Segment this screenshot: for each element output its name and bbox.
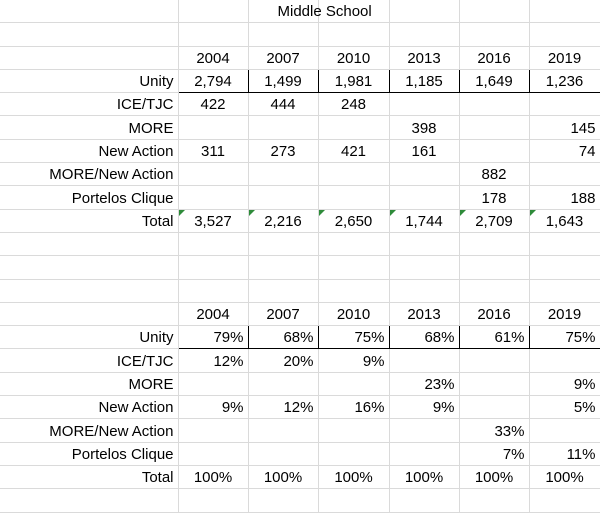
value-cell[interactable]: 178 xyxy=(459,186,529,209)
value-cell[interactable]: 3,527 xyxy=(178,209,248,232)
value-cell[interactable]: 12% xyxy=(248,396,318,419)
value-cell[interactable] xyxy=(529,349,600,372)
sheet-row xyxy=(0,419,600,442)
sheet-cell[interactable] xyxy=(178,0,248,23)
year-header[interactable]: 2010 xyxy=(318,46,389,69)
value-cell[interactable]: 421 xyxy=(318,139,389,162)
value-cell[interactable]: 100% xyxy=(459,465,529,488)
value-cell[interactable] xyxy=(248,442,318,465)
value-cell[interactable]: 23% xyxy=(389,372,459,395)
value-cell[interactable] xyxy=(459,139,529,162)
sheet-cell[interactable] xyxy=(389,279,459,302)
sheet-row xyxy=(0,465,600,488)
sheet-row xyxy=(0,349,600,372)
sheet-cell[interactable] xyxy=(0,23,178,46)
value-cell[interactable] xyxy=(389,186,459,209)
row-label[interactable]: Portelos Clique xyxy=(0,186,178,209)
value-cell[interactable]: 1,499 xyxy=(248,69,318,92)
value-cell[interactable] xyxy=(459,396,529,419)
value-cell[interactable]: 882 xyxy=(459,163,529,186)
sheet-cell[interactable] xyxy=(0,256,178,279)
value-cell[interactable] xyxy=(248,372,318,395)
value-cell[interactable]: 68% xyxy=(248,326,318,349)
sheet-row xyxy=(0,396,600,419)
sheet-cell[interactable] xyxy=(318,23,389,46)
value-cell[interactable] xyxy=(318,186,389,209)
sheet-row xyxy=(0,232,600,255)
year-header[interactable]: 2007 xyxy=(248,46,318,69)
sheet-cell[interactable] xyxy=(178,256,248,279)
value-cell[interactable]: 100% xyxy=(318,465,389,488)
sheet-cell[interactable] xyxy=(248,489,318,512)
value-cell[interactable] xyxy=(389,93,459,116)
value-cell[interactable]: 7% xyxy=(459,442,529,465)
sheet-row xyxy=(0,489,600,512)
sheet-cell[interactable] xyxy=(0,46,178,69)
value-cell[interactable] xyxy=(459,372,529,395)
value-cell[interactable] xyxy=(178,442,248,465)
sheet-cell[interactable] xyxy=(459,232,529,255)
value-cell[interactable]: 311 xyxy=(178,139,248,162)
value-cell[interactable] xyxy=(459,349,529,372)
sheet-cell[interactable] xyxy=(389,0,459,23)
value-cell[interactable] xyxy=(178,163,248,186)
row-label[interactable]: ICE/TJC xyxy=(0,349,178,372)
value-cell[interactable]: 100% xyxy=(389,465,459,488)
value-cell[interactable] xyxy=(529,93,600,116)
year-header[interactable]: 2007 xyxy=(248,302,318,325)
value-cell[interactable]: 1,236 xyxy=(529,69,600,92)
value-cell[interactable]: 5% xyxy=(529,396,600,419)
sheet-cell[interactable] xyxy=(459,279,529,302)
sheet-row xyxy=(0,256,600,279)
value-cell[interactable]: 398 xyxy=(389,116,459,139)
sheet-cell[interactable] xyxy=(248,23,318,46)
value-cell[interactable]: 16% xyxy=(318,396,389,419)
sheet-cell[interactable] xyxy=(529,232,600,255)
value-cell[interactable]: 20% xyxy=(248,349,318,372)
year-header[interactable]: 2019 xyxy=(529,46,600,69)
value-cell[interactable] xyxy=(318,419,389,442)
value-cell[interactable]: 1,643 xyxy=(529,209,600,232)
value-cell[interactable] xyxy=(248,419,318,442)
value-cell[interactable]: 100% xyxy=(529,465,600,488)
value-cell[interactable] xyxy=(318,442,389,465)
value-cell[interactable]: 2,216 xyxy=(248,209,318,232)
value-cell[interactable]: 248 xyxy=(318,93,389,116)
value-cell[interactable]: 75% xyxy=(529,326,600,349)
value-cell[interactable]: 9% xyxy=(178,396,248,419)
value-cell[interactable]: 2,794 xyxy=(178,69,248,92)
sheet-cell[interactable] xyxy=(0,279,178,302)
sheet-row xyxy=(0,46,600,69)
sheet-cell[interactable] xyxy=(529,489,600,512)
sheet-row xyxy=(0,279,600,302)
value-cell[interactable] xyxy=(178,419,248,442)
sheet-cell[interactable] xyxy=(459,256,529,279)
value-cell[interactable]: 100% xyxy=(248,465,318,488)
value-cell[interactable] xyxy=(318,163,389,186)
sheet-cell[interactable] xyxy=(318,256,389,279)
row-label[interactable]: Total xyxy=(0,465,178,488)
value-cell[interactable] xyxy=(248,116,318,139)
sheet-cell[interactable] xyxy=(459,0,529,23)
sheet-title[interactable]: Middle School xyxy=(273,0,344,23)
sheet-cell[interactable] xyxy=(529,0,600,23)
sheet-row xyxy=(0,302,600,325)
row-label[interactable]: MORE/New Action xyxy=(0,419,178,442)
value-cell[interactable] xyxy=(389,419,459,442)
sheet-cell[interactable] xyxy=(459,489,529,512)
value-cell[interactable]: 444 xyxy=(248,93,318,116)
year-header[interactable]: 2016 xyxy=(459,302,529,325)
year-header[interactable]: 2010 xyxy=(318,302,389,325)
sheet-cell[interactable] xyxy=(0,232,178,255)
sheet-cell[interactable] xyxy=(0,302,178,325)
value-cell[interactable] xyxy=(248,186,318,209)
value-cell[interactable]: 422 xyxy=(178,93,248,116)
year-header[interactable]: 2019 xyxy=(529,302,600,325)
value-cell[interactable]: 188 xyxy=(529,186,600,209)
sheet-row xyxy=(0,69,600,92)
value-cell[interactable] xyxy=(178,116,248,139)
row-label[interactable]: MORE/New Action xyxy=(0,163,178,186)
sheet-row xyxy=(0,209,600,232)
sheet-cell[interactable] xyxy=(529,23,600,46)
row-label[interactable]: Unity xyxy=(0,69,178,92)
year-header[interactable]: 2004 xyxy=(178,46,248,69)
year-header[interactable]: 2004 xyxy=(178,302,248,325)
row-label[interactable]: Total xyxy=(0,209,178,232)
row-label[interactable]: MORE xyxy=(0,372,178,395)
value-cell[interactable] xyxy=(389,349,459,372)
value-cell[interactable]: 11% xyxy=(529,442,600,465)
row-label[interactable]: ICE/TJC xyxy=(0,93,178,116)
sheet-row xyxy=(0,186,600,209)
year-header[interactable]: 2013 xyxy=(389,46,459,69)
sheet-cell[interactable] xyxy=(178,279,248,302)
sheet-row xyxy=(0,372,600,395)
sheet-cell[interactable] xyxy=(178,23,248,46)
sheet-cell[interactable] xyxy=(178,489,248,512)
value-cell[interactable]: 1,744 xyxy=(389,209,459,232)
value-cell[interactable] xyxy=(248,163,318,186)
value-cell[interactable]: 74 xyxy=(529,139,600,162)
value-cell[interactable]: 75% xyxy=(318,326,389,349)
value-cell[interactable] xyxy=(529,163,600,186)
sheet-row xyxy=(0,116,600,139)
sheet-cell[interactable] xyxy=(389,256,459,279)
value-cell[interactable] xyxy=(178,186,248,209)
value-cell[interactable] xyxy=(459,116,529,139)
value-cell[interactable]: 161 xyxy=(389,139,459,162)
value-cell[interactable] xyxy=(318,372,389,395)
value-cell[interactable]: 1,649 xyxy=(459,69,529,92)
value-cell[interactable]: 68% xyxy=(389,326,459,349)
value-cell[interactable]: 79% xyxy=(178,326,248,349)
value-cell[interactable] xyxy=(178,372,248,395)
value-cell[interactable]: 1,981 xyxy=(318,69,389,92)
value-cell[interactable]: 33% xyxy=(459,419,529,442)
sheet-cell[interactable] xyxy=(248,279,318,302)
sheet-cell[interactable] xyxy=(318,232,389,255)
value-cell[interactable]: 9% xyxy=(389,396,459,419)
sheet-cell[interactable] xyxy=(0,0,178,23)
sheet-row xyxy=(0,442,600,465)
value-cell[interactable] xyxy=(529,419,600,442)
value-cell[interactable]: 12% xyxy=(178,349,248,372)
sheet-cell[interactable] xyxy=(529,279,600,302)
sheet-row xyxy=(0,326,600,349)
sheet-cell[interactable] xyxy=(459,23,529,46)
sheet-row xyxy=(0,139,600,162)
sheet-row xyxy=(0,0,600,23)
value-cell[interactable]: 2,709 xyxy=(459,209,529,232)
row-label[interactable]: New Action xyxy=(0,396,178,419)
sheet-cell[interactable] xyxy=(0,489,178,512)
value-cell[interactable]: 9% xyxy=(318,349,389,372)
row-label[interactable]: Portelos Clique xyxy=(0,442,178,465)
value-cell[interactable]: 9% xyxy=(529,372,600,395)
sheet-cell[interactable] xyxy=(389,232,459,255)
sheet-cell[interactable] xyxy=(318,279,389,302)
value-cell[interactable]: 100% xyxy=(178,465,248,488)
sheet-cell[interactable] xyxy=(389,23,459,46)
value-cell[interactable] xyxy=(459,93,529,116)
sheet-cell[interactable] xyxy=(248,232,318,255)
value-cell[interactable] xyxy=(389,163,459,186)
row-label[interactable]: MORE xyxy=(0,116,178,139)
sheet-cell[interactable] xyxy=(178,232,248,255)
sheet-cell[interactable] xyxy=(389,489,459,512)
sheet-row xyxy=(0,23,600,46)
value-cell[interactable]: 1,185 xyxy=(389,69,459,92)
value-cell[interactable]: 145 xyxy=(529,116,600,139)
year-header[interactable]: 2013 xyxy=(389,302,459,325)
row-label[interactable]: Unity xyxy=(0,326,178,349)
value-cell[interactable]: 61% xyxy=(459,326,529,349)
value-cell[interactable]: 2,650 xyxy=(318,209,389,232)
sheet-cell[interactable] xyxy=(248,256,318,279)
row-label[interactable]: New Action xyxy=(0,139,178,162)
sheet-cell[interactable] xyxy=(529,256,600,279)
sheet-row xyxy=(0,163,600,186)
sheet-cell[interactable] xyxy=(318,489,389,512)
year-header[interactable]: 2016 xyxy=(459,46,529,69)
sheet-row xyxy=(0,93,600,116)
value-cell[interactable] xyxy=(318,116,389,139)
value-cell[interactable] xyxy=(389,442,459,465)
value-cell[interactable]: 273 xyxy=(248,139,318,162)
